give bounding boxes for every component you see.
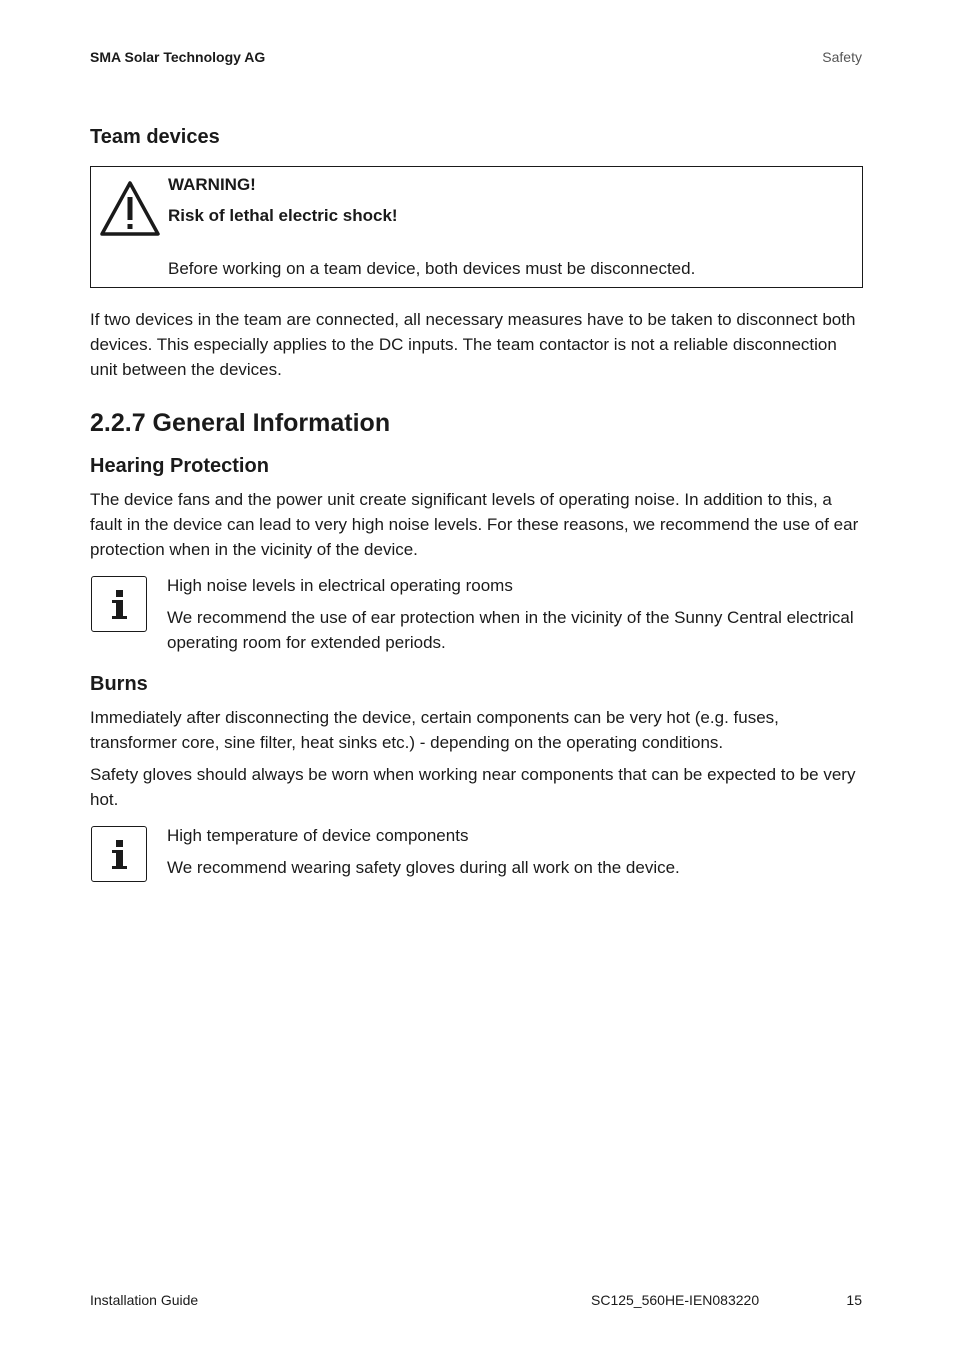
- hearing-info: [167, 573, 867, 655]
- warning-title: WARNING!: [168, 175, 256, 194]
- info-icon: [91, 576, 147, 632]
- burns-info-text: We recommend wearing safety gloves during all work on the device.: [167, 858, 680, 877]
- team-devices-heading: Team devices: [90, 126, 220, 148]
- hearing-paragraph: The device fans and the power unit create significant levels of operating noise. In addition to this, a fault in the device can lead to very high noise levels. For these reasons, we recommend the use of ear protection when in the vicinity of the device.: [90, 490, 859, 559]
- burns-info-title: High temperature of device components: [167, 826, 469, 845]
- warning-subtitle: Risk of lethal electric shock!: [168, 206, 398, 225]
- header-company: SMA Solar Technology AG: [90, 49, 266, 65]
- section-heading: 2.2.7 General Information: [90, 409, 391, 437]
- warning-text: Before working on a team device, both devices must be disconnected.: [168, 259, 696, 278]
- footer-doc-id: SC125_560HE-IEN083220: [591, 1292, 760, 1308]
- header-section: Safety: [822, 49, 862, 65]
- burns-info: [167, 823, 867, 880]
- footer-doc-type: Installation Guide: [90, 1292, 199, 1308]
- burns-paragraph-1: Immediately after disconnecting the device, certain components can be very hot (e.g. fuses, transformer core, sine filter, heat sinks etc.) - depending on the operating conditions.: [90, 708, 779, 752]
- hearing-info-title: High noise levels in electrical operating rooms: [167, 576, 513, 595]
- info-icon: [91, 826, 147, 882]
- warning-box: [90, 166, 863, 288]
- burns-paragraph-2: Safety gloves should always be worn when working near components that can be expected to be very hot.: [90, 765, 856, 809]
- hearing-info-text: We recommend the use of ear protection when in the vicinity of the Sunny Central electrical operating room for extended periods.: [167, 608, 854, 652]
- footer-page-number: 15: [846, 1292, 862, 1308]
- burns-heading: Burns: [90, 673, 148, 695]
- hearing-protection-heading: Hearing Protection: [90, 455, 269, 477]
- warning-triangle-icon: [98, 179, 162, 239]
- team-devices-paragraph: If two devices in the team are connected, all necessary measures have to be taken to disconnect both devices. This especially applies to the DC inputs. The team contactor is not a reliable disconnection unit between the devices.: [90, 310, 856, 379]
